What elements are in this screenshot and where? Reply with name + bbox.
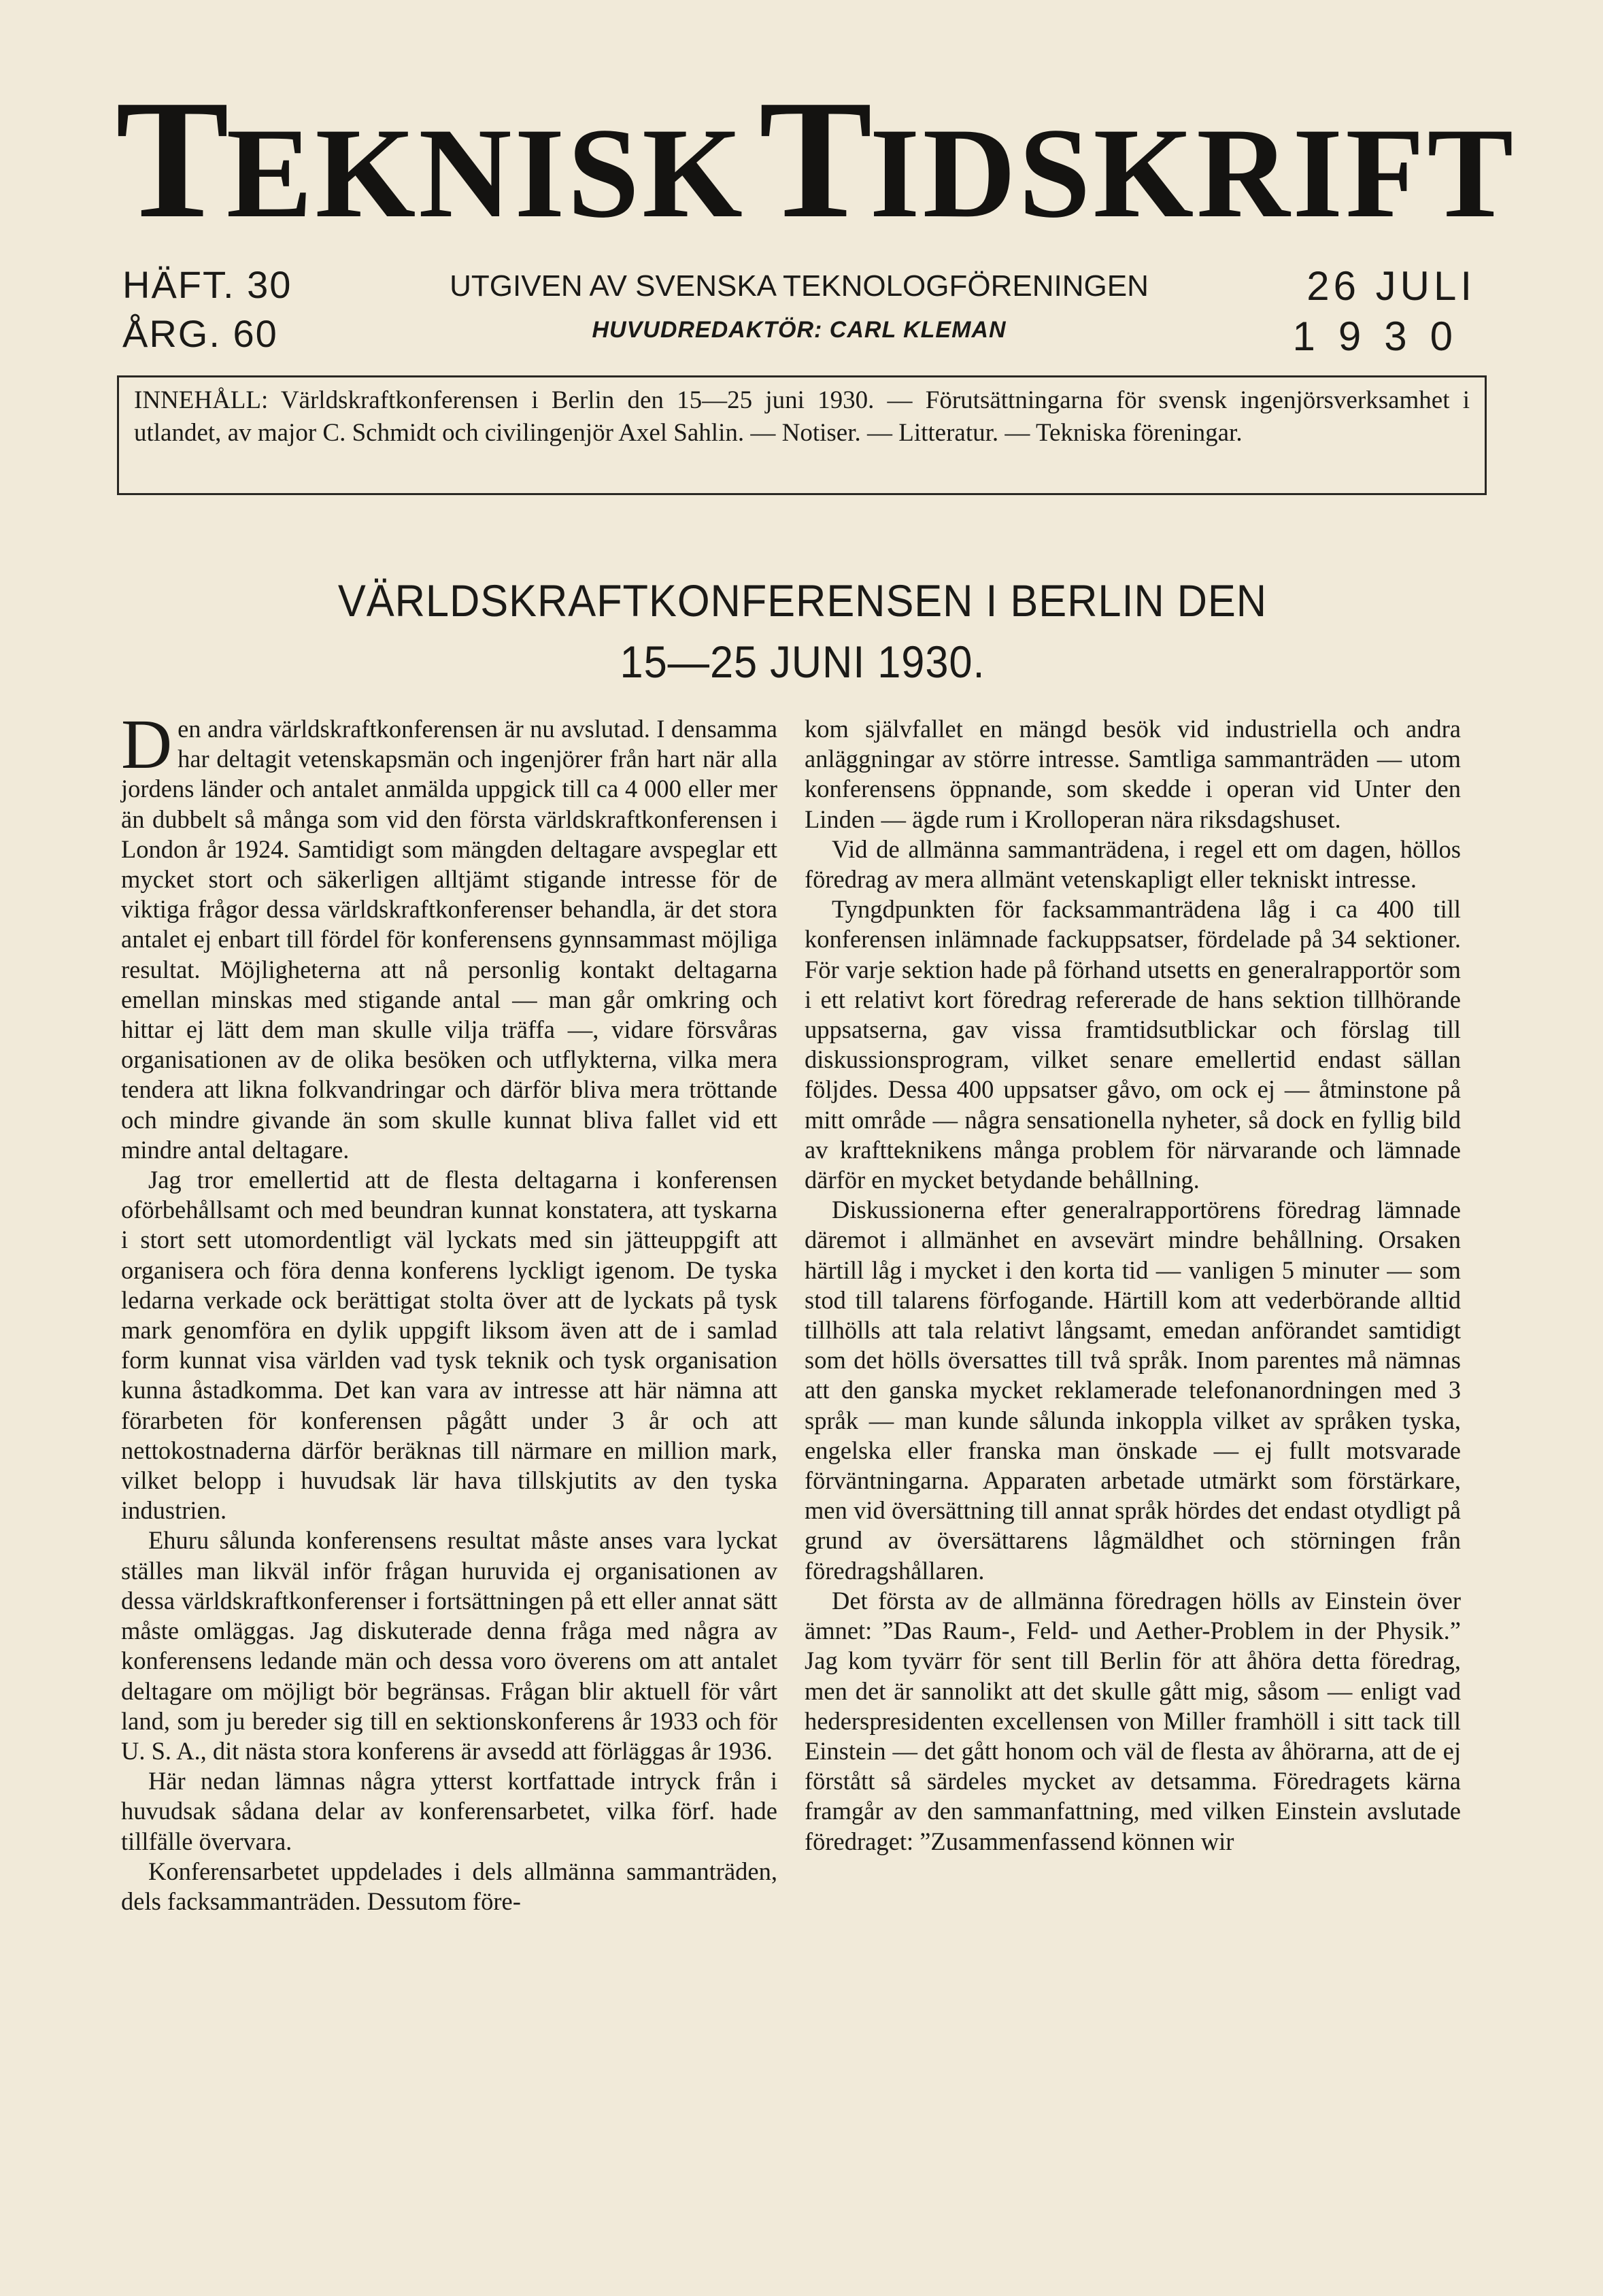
masthead-initial-1: T — [116, 65, 226, 254]
paragraph: Tyngdpunkten för facksammanträdena låg i ca 400 till konferensen inlämnade fackuppsatser, fördelade på 34 sektioner. För varje sektion hade på förhand utsetts en generalrapportör som i ett relativt kort föredrag refererade de hans sektion tillhörande uppsatserna, gav vissa framtidsutblickar och förslag till diskussionsprogram, vilket senare emellertid endast sällan följdes. Dessa 400 uppsatser gåvo, om ock ej — åtminstone på mitt område — några sensationella nyheter, så dock en fyllig bild av kraftteknikens många problem för närvarande och lämnade därför en mycket betydande behållning. — [805, 895, 1461, 1194]
article-title-line-2: 15—25 JUNI 1930. — [620, 637, 985, 687]
article-title — [157, 570, 1447, 692]
paragraph: Diskussionerna efter generalrapportörens föredrag lämnade däremot i allmänhet en avsevärt mindre behållning. Orsaken härtill låg i mycket i den korta tid — vanligen 5 minuter — som stod till talarens förfogande. Härtill kom att vederbörande alltid tillhölls att tala relativt långsamt, emedan anförandet samtidigt som det hölls översattes till två språk. Inom parentes må nämnas att den ganska mycket reklamerade telefonanordningen med 3 språk — man kunde sålunda inkoppla vilket av språken tyska, engelska eller franska man önskade — ej fullt motsvarade förväntningarna. Apparaten arbetade utmärkt som förstärkare, men vid översättning till annat språk hördes det endast otydligt på grund av översättarens lågmäldhet och störningen från föredragshållaren. — [805, 1196, 1461, 1585]
masthead-word-1: EKNISK — [226, 102, 745, 245]
paragraph: Här nedan lämnas några ytterst kortfattade intryck från i huvudsak sådana delar av konferensarbetet, vilka förf. hade tillfälle övervara. — [121, 1767, 777, 1855]
editor-line: HUVUDREDAKTÖR: CARL KLEMAN — [592, 317, 1007, 343]
drop-cap: D — [121, 705, 173, 783]
paragraph: Konferensarbetet uppdelades i dels allmänna sammanträden, dels facksammanträden. Dessutom före- — [121, 1857, 777, 1915]
paragraph: Det första av de allmänna föredragen hölls av Einstein över ämnet: ”Das Raum-, Feld- und Aether-Problem in der Physik.” Jag kom tyvärr för sent till Berlin för att åhöra detta föredrag, men det är sannolikt att det skulle gått mig, såsom — enligt vad hederspresidenten excellensen von Miller framhöll i sitt tack till Einstein — det gått honom och väl de flesta av åhörarna, att de ej förstått så särdeles mycket av detsamma. Föredragets kärna framgår av den sammanfattning, med vilken Einstein avslutade föredraget: ”Zusammenfassend können wir — [805, 1586, 1461, 1855]
masthead-word-2: IDSKRIFT — [869, 102, 1517, 245]
issue-number: HÄFT. 30 — [122, 263, 292, 306]
masthead-initial-2: T — [758, 65, 870, 254]
masthead — [116, 65, 1517, 254]
paragraph: Jag tror emellertid att de flesta deltagarna i konferensen oförbehållsamt och med beundran kunnat konstatera, att tyskarna i stort sett utomordentligt väl lyckats med sin jätteuppgift att organisera och föra denna konferens lyckligt igenom. De tyska ledarna verkade ock berättigat stolta över att de lyckats på tysk mark genomföra en dylik uppgift liksom även att de i samlad form kunnat visa världen vad tysk teknik och tysk organisation kunna åstadkomma. Det kan vara av intresse att här nämna att förarbeten för konferensen pågått under 3 år och att nettokostnaderna därför beräknas till närmare en million mark, vilket belopp i huvudsak lär hava tillskjutits av den tyska industrien. — [121, 1166, 777, 1525]
paragraph: Vid de allmänna sammanträdena, i regel ett om dagen, höllos föredrag av mera allmänt vetenskapligt eller tekniskt intresse. — [805, 834, 1461, 894]
right-column — [805, 714, 1461, 2135]
paragraph: Ehuru sålunda konferensens resultat måste anses vara lyckat ställes man likväl inför frågan huruvida ej organisationen av dessa världskraftkonferenser i fortsättningen på ett eller annat sätt måste omläggas. Jag diskuterade denna fråga med några av konferensens ledande män och dessa voro överens om att antalet deltagare om möjligt bör begränsas. Frågan blir aktuell för vårt land, som ju bereder sig till en sektionskonferens år 1933 och för U. S. A., dit nästa stora konferens är avsedd att förläggas år 1936. — [121, 1526, 777, 1765]
volume-number: ÅRG. 60 — [122, 312, 278, 355]
left-column — [121, 705, 777, 2135]
issue-year: 1930 — [1292, 314, 1476, 359]
paragraph: kom självfallet en mängd besök vid industriella och andra anläggningar av större intresse. Samtliga sammanträden — utom konferensens öppnande, som skedde i operan vid Unter den Linden — ägde rum i Krolloperan nära riksdagshuset. — [805, 715, 1461, 833]
publisher-line: UTGIVEN AV SVENSKA TEKNOLOGFÖRENINGEN — [450, 269, 1149, 303]
article-title-line-1: VÄRLDSKRAFTKONFERENSEN I BERLIN DEN — [337, 575, 1268, 626]
paragraph: Den andra världskraftkonferensen är nu avslutad. I densamma har deltagit vetenskapsmän och ingenjörer från hart när alla jordens länder och antalet anmälda uppgick till ca 4 000 eller mer än dubbelt så många som vid den första världskraftkonferensen i London år 1924. Samtidigt som mängden deltagare avspeglar ett mycket stort och säkerligen alltjämt stigande intresse för de viktiga frågor dessa världskraftkonferenser behandla, är det stora antalet ej enbart till fördel för konferensens gynnsammast möjliga resultat. Möjligheterna att nå personlig kontakt deltagarna emellan minskas med stigande antal — man går omkring och hittar ej lätt dem man skulle vilja träffa —, vidare försvåras organisationen av de olika besöken och utflykterna, vilka mera tendera att likna folkvandringar och därför bliva mera tröttande och mindre givande än som skulle kunnat bliva fallet vid ett mindre antal deltagare. — [121, 705, 777, 1164]
issue-date: 26 JULI — [1306, 263, 1476, 309]
table-of-contents: INNEHÅLL: Världskraftkonferensen i Berlin den 15—25 juni 1930. — Förutsättningarna för svensk ingenjörsverksamhet i utlandet, av major C. Schmidt och civilingenjör Axel Sahlin. — Notiser. — Litteratur. — Tekniska föreningar. — [117, 375, 1487, 495]
